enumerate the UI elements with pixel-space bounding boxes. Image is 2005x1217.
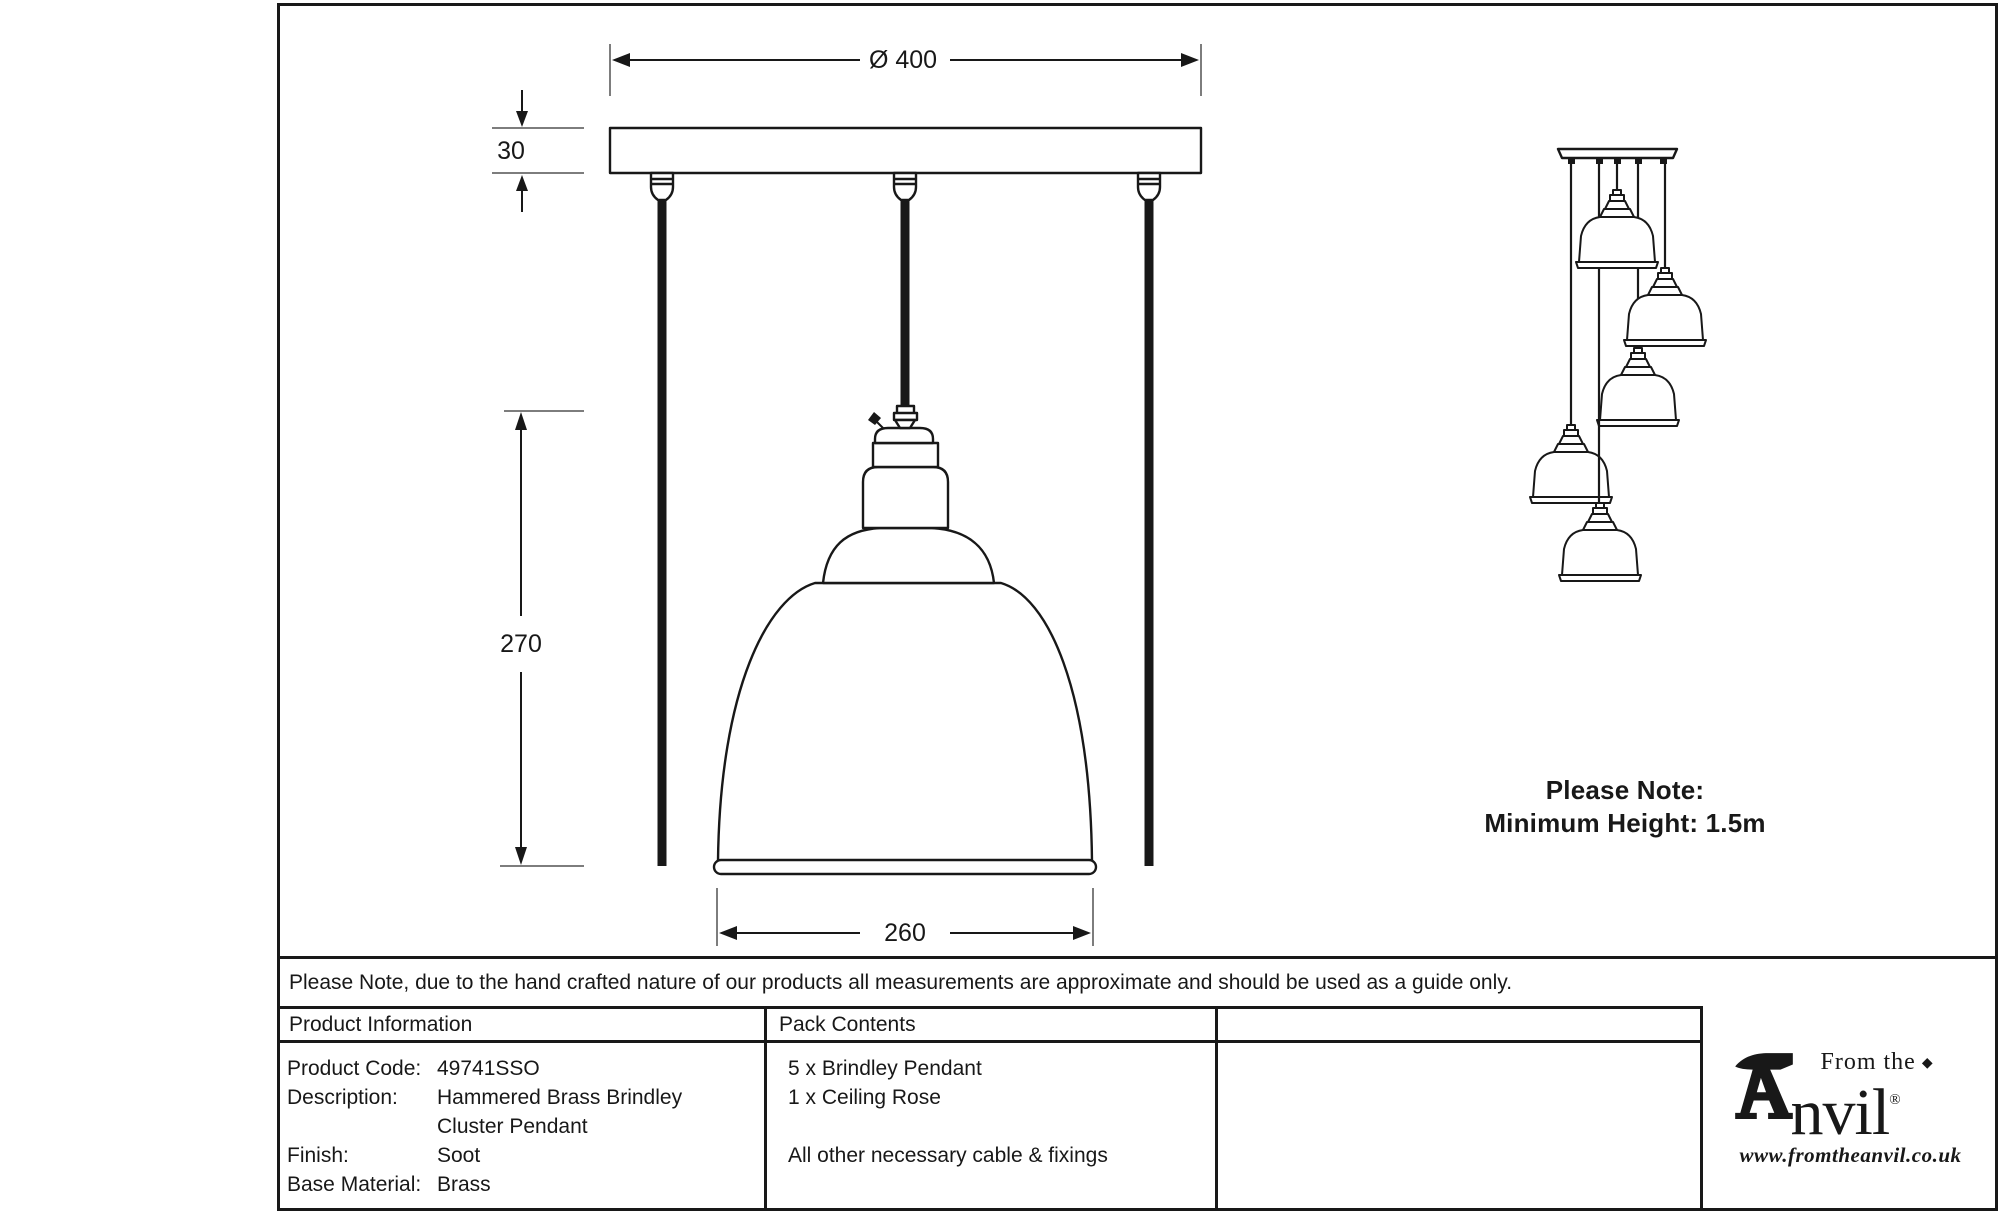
cluster-pendant-1: [1576, 190, 1658, 268]
list-item: All other necessary cable & fixings: [788, 1144, 1108, 1167]
disclaimer-row: [277, 956, 1998, 1006]
table-row: Description: Hammered Brass Brindley: [287, 1086, 683, 1109]
empty-header-cell: [1218, 1009, 1700, 1040]
cord-grips: [651, 173, 1160, 200]
pack-contents-cell: [767, 1043, 1218, 1208]
dim-label-diameter: Ø 400: [868, 46, 938, 74]
cluster-pendant-2: [1624, 268, 1706, 346]
ceiling-plate: [610, 128, 1201, 173]
table-row: Base Material: Brass: [287, 1173, 491, 1196]
table-row: Product Code: 49741SSO: [287, 1057, 540, 1080]
note-title: Please Note:: [1545, 775, 1705, 805]
minimum-height-note: [1449, 774, 1801, 840]
product-information-cell: [277, 1043, 767, 1208]
dimension-diameter-400: [610, 44, 1201, 96]
table-body-row: [277, 1043, 1700, 1208]
registered-mark: ®: [1889, 1092, 1901, 1108]
list-item: 5 x Brindley Pendant: [788, 1057, 982, 1080]
brand-logo: [1733, 1049, 1969, 1168]
pendant-shade-rim: [714, 860, 1096, 874]
pendant-shade-bell: [718, 583, 1092, 861]
logo-cell: [1700, 1006, 1998, 1211]
table-row: Cluster Pendant: [437, 1115, 588, 1138]
dim-label-plate: 30: [497, 137, 525, 165]
table-header-row: [277, 1006, 1700, 1043]
pendant-shoulder: [823, 528, 994, 583]
dim-label-height: 270: [500, 630, 542, 658]
cluster-ceiling-plate: [1558, 149, 1677, 158]
anvil-icon: [1733, 1049, 1795, 1119]
pack-contents-header: Pack Contents: [767, 1009, 1218, 1040]
cluster-pendant-5: [1559, 503, 1641, 581]
diamond-icon: ◆: [1921, 1056, 1934, 1071]
list-item: 1 x Ceiling Rose: [788, 1086, 941, 1109]
list-item: [767, 1112, 1215, 1141]
cluster-pendant-3: [1597, 348, 1679, 426]
pendant-gallery-upper: [873, 443, 938, 467]
main-technical-drawing: [380, 15, 1220, 960]
dim-label-width: 260: [884, 919, 926, 947]
dimension-height-270: [500, 411, 584, 866]
note-value: Minimum Height: 1.5m: [1484, 808, 1766, 838]
cluster-illustration: [1450, 140, 1760, 590]
dimension-plate-30: [492, 90, 584, 212]
logo-brand: nvil®: [1790, 1076, 1901, 1149]
product-information-header: Product Information: [277, 1009, 767, 1040]
empty-body-cell: [1218, 1043, 1700, 1208]
disclaimer-text: Please Note, due to the hand crafted nature of our products all measurements are approximate and should be used as a guide only.: [289, 970, 1513, 994]
logo-website: www.fromtheanvil.co.uk: [1739, 1143, 1962, 1167]
pendant-gallery-lower: [863, 467, 948, 528]
brindley-pendant: [714, 406, 1096, 874]
dimension-width-260: [717, 888, 1093, 947]
logo-tagline: From the ◆: [1820, 1049, 1934, 1075]
table-row: Finish: Soot: [287, 1144, 481, 1167]
pendant-holder-cap: [875, 428, 933, 443]
